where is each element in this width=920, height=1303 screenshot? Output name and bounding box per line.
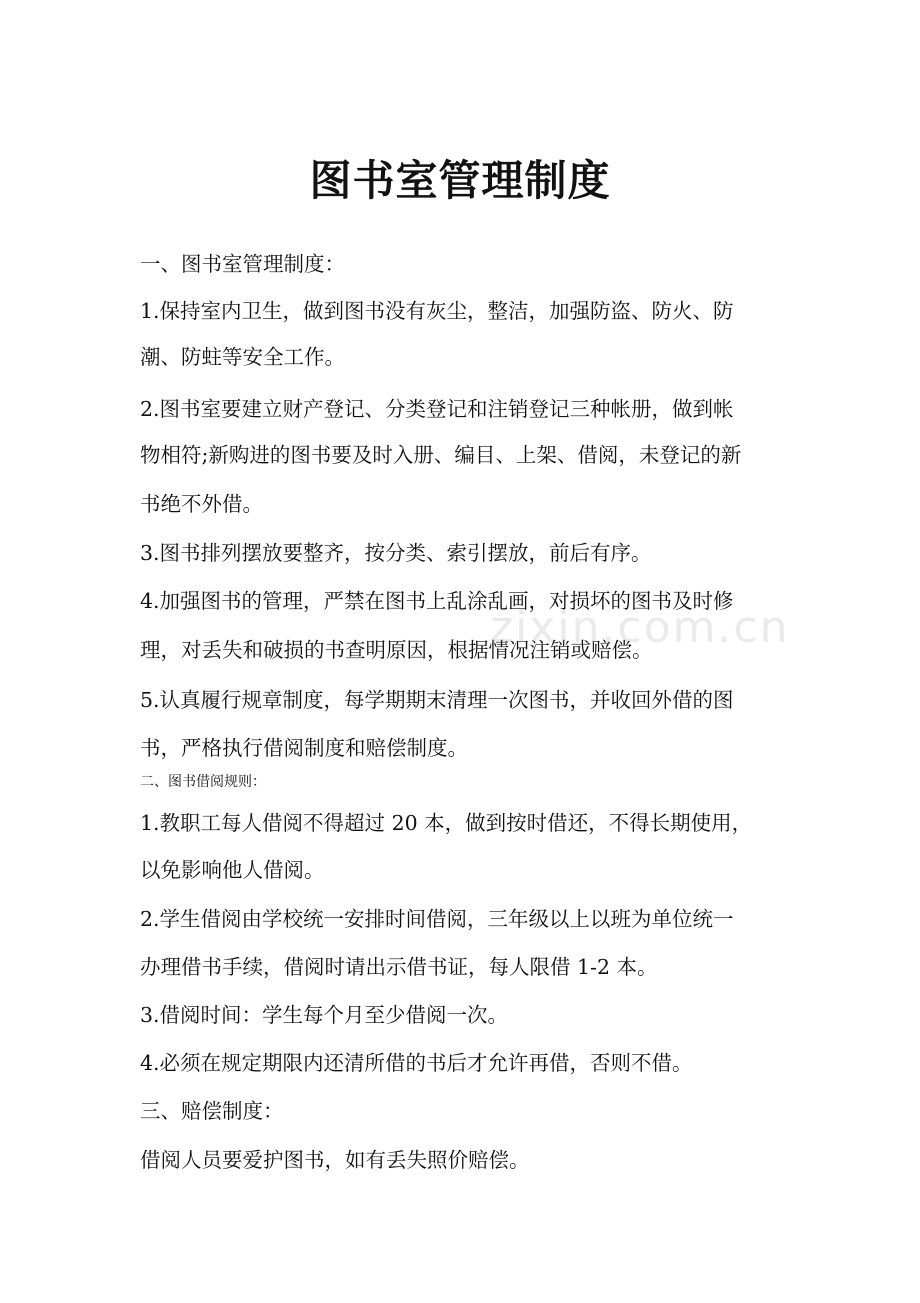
section-heading-1: 一、图书室管理制度： — [140, 252, 345, 276]
document-title: 图书室管理制度 — [309, 156, 611, 205]
paragraph-line: 1.教职工每人借阅不得超过 20 本，做到按时借还，不得长期使用， — [140, 811, 753, 835]
paragraph-line: 办理借书手续，借阅时请出示借书证，每人限借 1-2 本。 — [140, 955, 658, 979]
paragraph-line: 书，严格执行借阅制度和赔偿制度。 — [140, 736, 468, 760]
paragraph-line: 3.借阅时间：学生每个月至少借阅一次。 — [140, 1003, 509, 1027]
watermark: zixin.com.cn — [490, 602, 790, 653]
paragraph-line: 物相符;新购进的图书要及时入册、编目、上架、借阅，未登记的新 — [140, 443, 742, 467]
paragraph-line: 4.必须在规定期限内还清所借的书后才允许再借，否则不借。 — [140, 1051, 693, 1075]
paragraph-line: 4.加强图书的管理，严禁在图书上乱涂乱画，对损坏的图书及时修 — [140, 589, 734, 613]
paragraph-line: 5.认真履行规章制度，每学期期末清理一次图书，并收回外借的图 — [140, 688, 734, 712]
paragraph-line: 书绝不外借。 — [140, 492, 263, 516]
paragraph-line: 2.图书室要建立财产登记、分类登记和注销登记三种帐册，做到帐 — [140, 397, 734, 421]
paragraph-line: 理，对丢失和破损的书查明原因，根据情况注销或赔偿。 — [140, 638, 653, 662]
paragraph-line: 潮、防蛀等安全工作。 — [140, 345, 345, 369]
paragraph-line: 以免影响他人借阅。 — [140, 858, 325, 882]
section-heading-2: 二、图书借阅规则： — [140, 774, 266, 790]
paragraph-line: 2.学生借阅由学校统一安排时间借阅，三年级以上以班为单位统一 — [140, 907, 734, 931]
paragraph-line: 3.图书排列摆放要整齐，按分类、索引摆放，前后有序。 — [140, 541, 652, 565]
paragraph-line: 借阅人员要爱护图书，如有丢失照价赔偿。 — [140, 1148, 530, 1172]
section-heading-3: 三、赔偿制度： — [140, 1099, 284, 1123]
paragraph-line: 1.保持室内卫生，做到图书没有灰尘，整洁，加强防盗、防火、防 — [140, 299, 734, 323]
